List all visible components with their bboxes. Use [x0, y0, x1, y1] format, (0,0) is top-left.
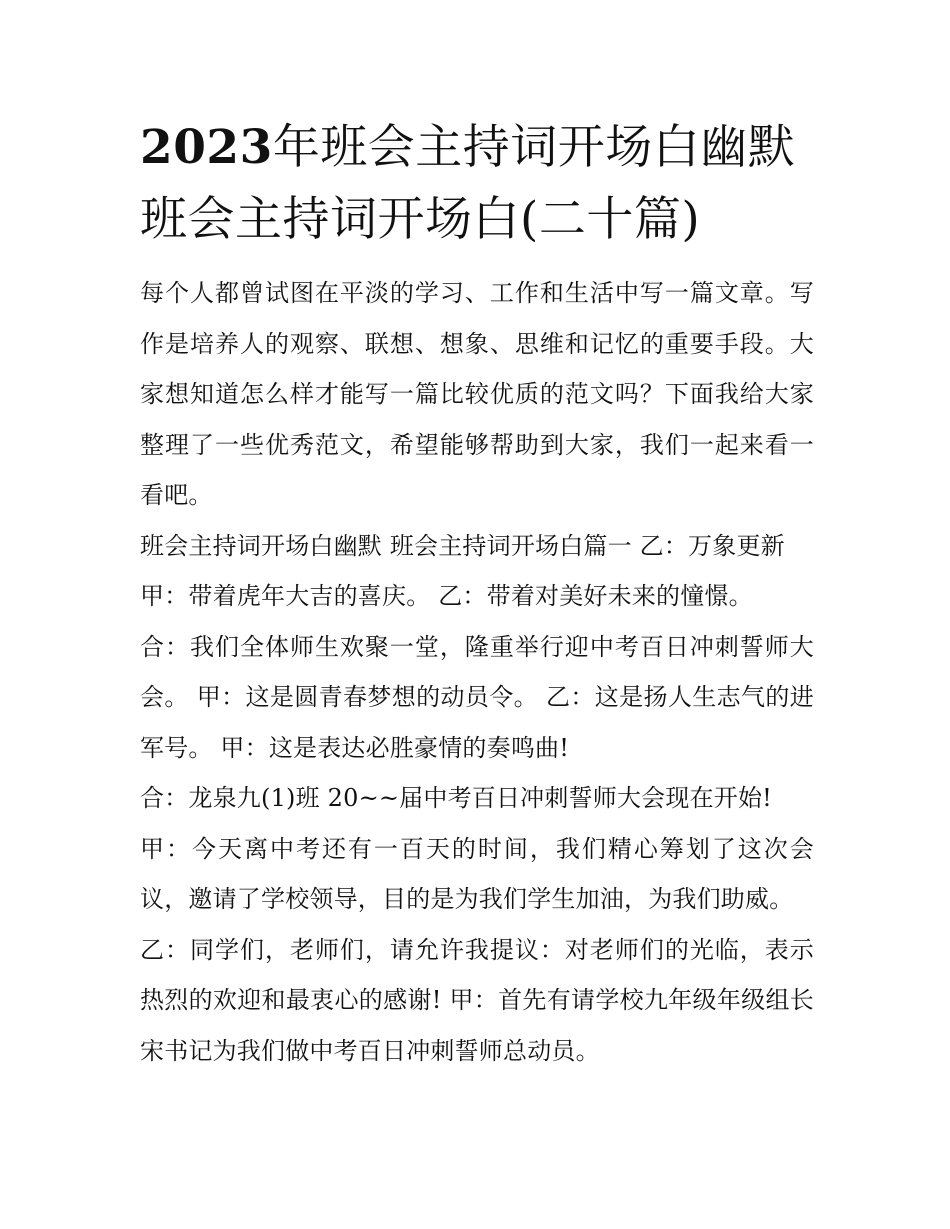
- intro-paragraph: 每个人都曾试图在平淡的学习、工作和生活中写一篇文章。写作是培养人的观察、联想、想象、思维和记忆的重要手段。大家想知道怎么样才能写一篇比较优质的范文吗？下面我给大家整理了一些优秀范文，希望能够帮助到大家，我们一起来看一看吧。: [140, 279, 814, 509]
- title-year: 2023: [140, 120, 273, 175]
- document-page: [140, 112, 814, 1076]
- body-paragraph: 合：我们全体师生欢聚一堂，隆重举行迎中考百日冲刺誓师大会。 甲：这是圆青春梦想的动员令。 乙：这是扬人生志气的进军号。 甲：这是表达必胜豪情的奏鸣曲!: [140, 632, 814, 762]
- body-paragraph: 甲：今天离中考还有一百天的时间，我们精心筹划了这次会议，邀请了学校领导，目的是为我们学生加油，为我们助威。: [140, 834, 814, 913]
- title-text: 年班会主持词开场白幽默班会主持词开场白(二十篇): [140, 120, 796, 247]
- body-paragraph: 甲：带着虎年大吉的喜庆。 乙：带着对美好未来的憧憬。: [140, 582, 753, 610]
- body-paragraph: 合：龙泉九(1)班 20~~届中考百日冲刺誓师大会现在开始!: [140, 784, 773, 812]
- body-paragraph: 乙：同学们，老师们，请允许我提议：对老师们的光临，表示热烈的欢迎和最衷心的感谢! 甲：首先有请学校九年级年级组长宋书记为我们做中考百日冲刺誓师总动员。: [140, 935, 814, 1065]
- document-title: [140, 112, 814, 256]
- body-paragraph: 班会主持词开场白幽默 班会主持词开场白篇一 乙：万象更新: [140, 531, 785, 560]
